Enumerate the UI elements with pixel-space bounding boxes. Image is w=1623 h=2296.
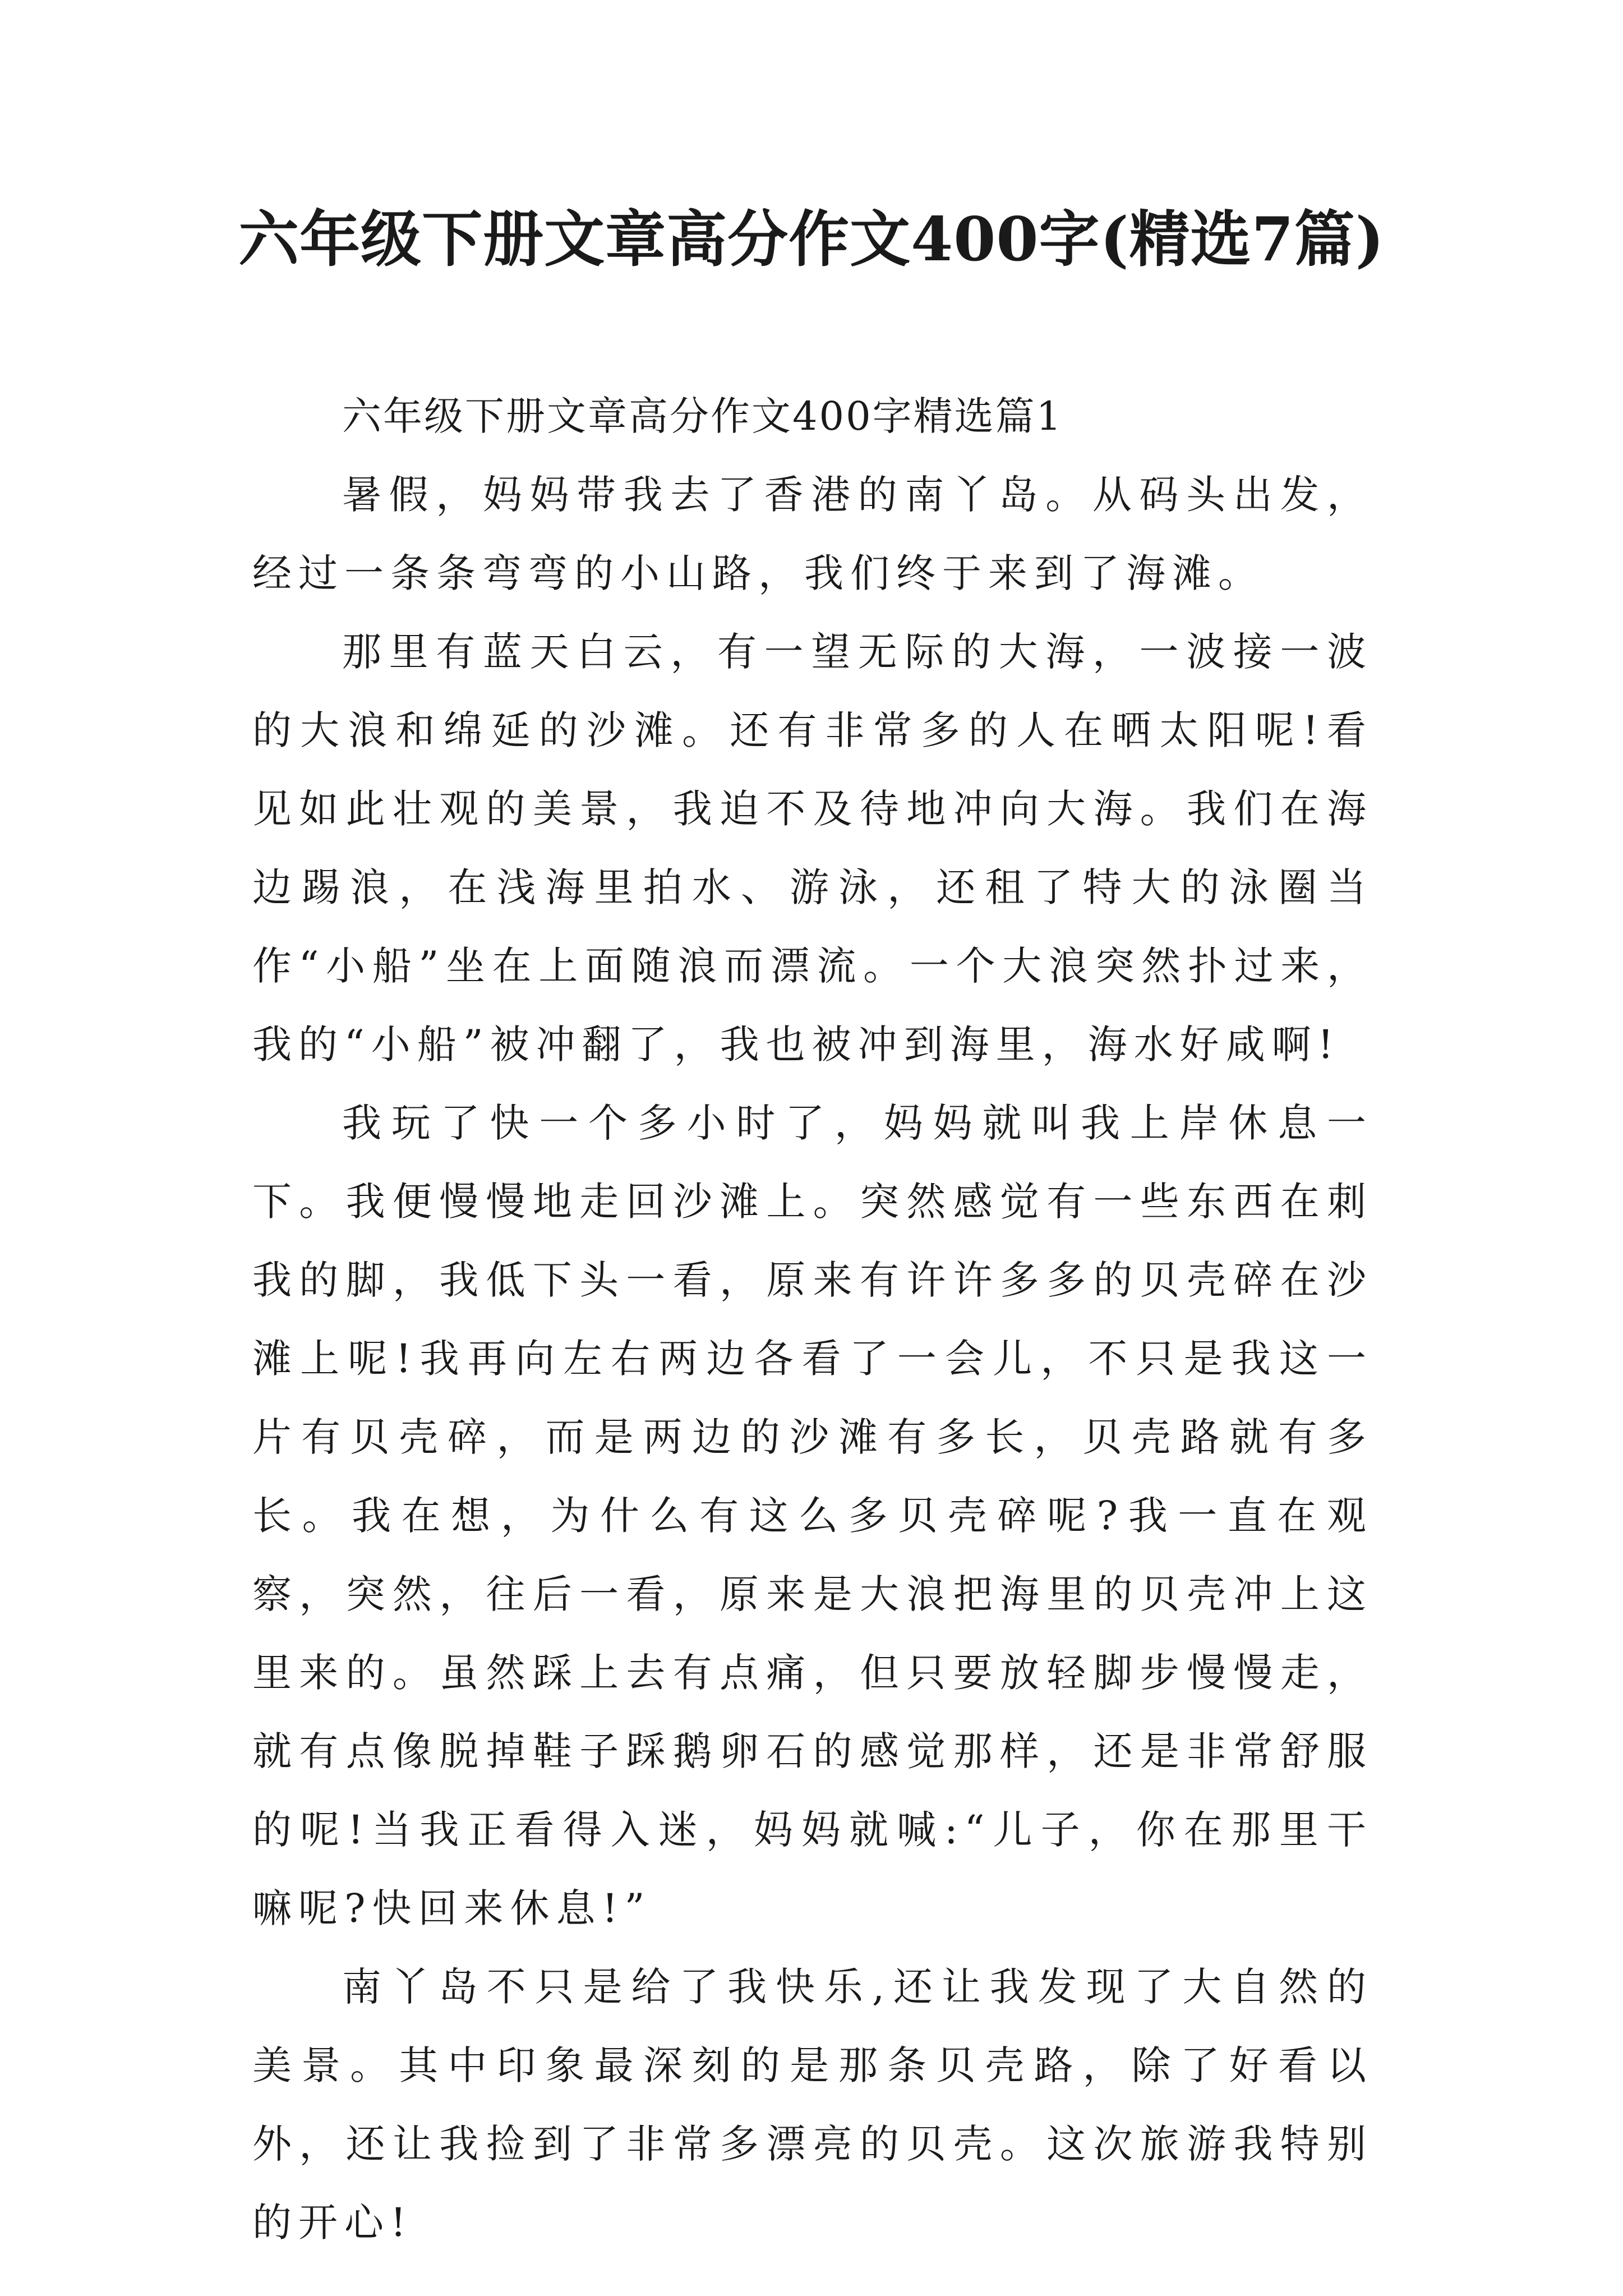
section-heading: 六年级下册文章高分作文400字精选篇1 <box>342 393 1063 439</box>
document-title: 六年级下册文章高分作文400字(精选7篇) <box>238 204 1385 275</box>
article-body <box>252 377 1373 2262</box>
paragraph-2: 那里有蓝天白云，有一望无际的大海，一波接一波的大浪和绵延的沙滩。还有非常多的人在晒太阳呢!看见如此壮观的美景，我迫不及待地冲向大海。我们在海边踢浪，在浅海里拍水、游泳，还租了特大的泳圈当作“小船”坐在上面随浪而漂流。一个大浪突然扑过来，我的“小船”被冲翻了，我也被冲到海里，海水好咸啊! <box>252 629 1373 1068</box>
paragraph-4: 南丫岛不只是给了我快乐,还让我发现了大自然的美景。其中印象最深刻的是那条贝壳路，除了好看以外，还让我捡到了非常多漂亮的贝壳。这次旅游我特别的开心! <box>252 1964 1373 2246</box>
paragraph-1: 暑假，妈妈带我去了香港的南丫岛。从码头出发，经过一条条弯弯的小山路，我们终于来到了海滩。 <box>252 472 1373 596</box>
paragraph-3: 我玩了快一个多小时了，妈妈就叫我上岸休息一下。我便慢慢地走回沙滩上。突然感觉有一些东西在刺我的脚，我低下头一看，原来有许许多多的贝壳碎在沙滩上呢!我再向左右两边各看了一会儿，不只是我这一片有贝壳碎，而是两边的沙滩有多长，贝壳路就有多长。我在想，为什么有这么多贝壳碎呢?我一直在观察，突然，往后一看，原来是大浪把海里的贝壳冲上这里来的。虽然踩上去有点痛，但只要放轻脚步慢慢走，就有点像脱掉鞋子踩鹅卵石的感觉那样，还是非常舒服的呢!当我正看得入迷，妈妈就喊:“儿子，你在那里干嘛呢?快回来休息!” <box>252 1100 1373 1931</box>
